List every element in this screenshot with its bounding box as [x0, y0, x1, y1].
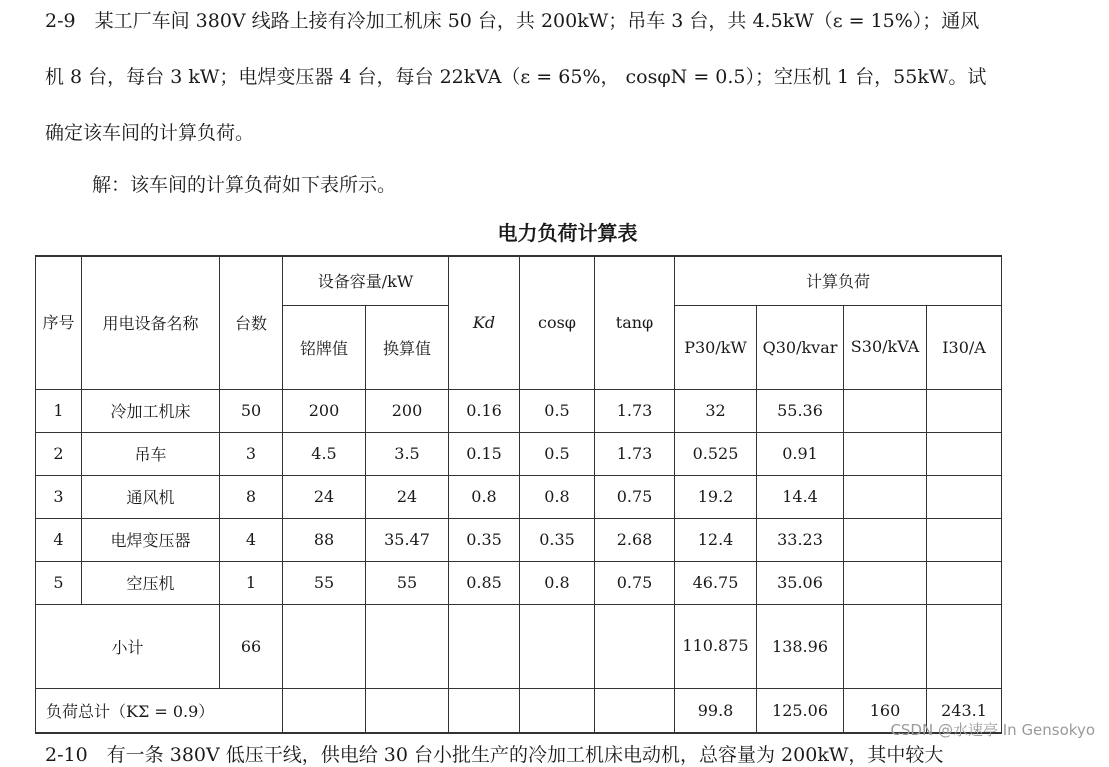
cell-q30: 35.06	[757, 561, 844, 604]
cell-converted: 3.5	[366, 432, 449, 475]
header-s30: S30/kVA	[844, 305, 927, 389]
cell-cos: 0.8	[520, 561, 595, 604]
cell-empty	[520, 688, 595, 733]
cell-converted: 55	[366, 561, 449, 604]
cell-seq: 3	[36, 475, 82, 518]
cell-name: 空压机	[82, 561, 220, 604]
cell-empty	[844, 604, 927, 688]
cell-seq: 2	[36, 432, 82, 475]
cell-seq: 4	[36, 518, 82, 561]
cell-i30	[927, 518, 1002, 561]
header-count: 台数	[220, 256, 283, 389]
cell-p30: 0.525	[675, 432, 757, 475]
cell-name: 吊车	[82, 432, 220, 475]
table-row	[36, 389, 1002, 432]
header-cos: cosφ	[520, 256, 595, 389]
cell-empty	[595, 604, 675, 688]
table-title: 电力负荷计算表	[497, 221, 638, 245]
cell-converted: 35.47	[366, 518, 449, 561]
cell-cos: 0.5	[520, 389, 595, 432]
cell-rated: 200	[283, 389, 366, 432]
cell-name: 通风机	[82, 475, 220, 518]
cell-rated: 4.5	[283, 432, 366, 475]
cell-p30: 19.2	[675, 475, 757, 518]
csdn-watermark: CSDN @水速亭 In Gensokyo	[890, 721, 1095, 739]
cell-count: 8	[220, 475, 283, 518]
load-calculation-table	[35, 255, 1002, 734]
total-label: 负荷总计（KΣ = 0.9）	[36, 688, 283, 733]
cell-s30	[844, 561, 927, 604]
cell-p30: 32	[675, 389, 757, 432]
cell-kd: 0.35	[449, 518, 520, 561]
next-problem-text: 2-10 有一条 380V 低压干线，供电给 30 台小批生产的冷加工机床电动机，总容量为 200kW，其中较大	[45, 744, 944, 766]
total-i30: 243.1	[927, 688, 1002, 733]
problem-line-2: 机 8 台，每台 3 kW；电焊变压器 4 台，每台 22kVA（ε = 65%， cosφN = 0.5）；空压机 1 台，55kW。试	[45, 66, 987, 88]
table-row	[36, 518, 1002, 561]
cell-name: 电焊变压器	[82, 518, 220, 561]
cell-rated: 88	[283, 518, 366, 561]
cell-s30	[844, 518, 927, 561]
cell-tan: 1.73	[595, 432, 675, 475]
cell-empty	[283, 688, 366, 733]
cell-cos: 0.35	[520, 518, 595, 561]
header-tan: tanφ	[595, 256, 675, 389]
table-row	[36, 561, 1002, 604]
total-s30: 160	[844, 688, 927, 733]
cell-seq: 5	[36, 561, 82, 604]
problem-line-3: 确定该车间的计算负荷。	[45, 122, 255, 144]
cell-cos: 0.8	[520, 475, 595, 518]
cell-empty	[283, 604, 366, 688]
cell-q30: 55.36	[757, 389, 844, 432]
table-row	[36, 475, 1002, 518]
header-capacity-group: 设备容量/kW	[283, 256, 449, 305]
cell-name: 冷加工机床	[82, 389, 220, 432]
subtotal-row	[36, 604, 1002, 688]
cell-q30: 0.91	[757, 432, 844, 475]
cell-kd: 0.16	[449, 389, 520, 432]
cell-i30	[927, 475, 1002, 518]
table-row	[36, 432, 1002, 475]
total-p30: 99.8	[675, 688, 757, 733]
header-p30: P30/kW	[675, 305, 757, 389]
cell-empty	[366, 688, 449, 733]
header-calc-group: 计算负荷	[675, 256, 1002, 305]
answer-intro: 解：该车间的计算负荷如下表所示。	[92, 174, 397, 196]
cell-count: 50	[220, 389, 283, 432]
header-q30: Q30/kvar	[757, 305, 844, 389]
cell-rated: 55	[283, 561, 366, 604]
header-rated: 铭牌值	[283, 305, 366, 389]
cell-empty	[449, 688, 520, 733]
cell-p30: 12.4	[675, 518, 757, 561]
cell-s30	[844, 389, 927, 432]
subtotal-p30: 110.875	[675, 604, 757, 688]
cell-converted: 24	[366, 475, 449, 518]
cell-rated: 24	[283, 475, 366, 518]
cell-kd: 0.15	[449, 432, 520, 475]
header-i30: I30/A	[927, 305, 1002, 389]
cell-q30: 14.4	[757, 475, 844, 518]
cell-empty	[520, 604, 595, 688]
cell-kd: 0.85	[449, 561, 520, 604]
subtotal-count: 66	[220, 604, 283, 688]
subtotal-label: 小计	[36, 604, 220, 688]
cell-s30	[844, 432, 927, 475]
cell-kd: 0.8	[449, 475, 520, 518]
cell-empty	[449, 604, 520, 688]
cell-tan: 1.73	[595, 389, 675, 432]
cell-count: 1	[220, 561, 283, 604]
total-q30: 125.06	[757, 688, 844, 733]
cell-q30: 33.23	[757, 518, 844, 561]
cell-empty	[927, 604, 1002, 688]
subtotal-q30: 138.96	[757, 604, 844, 688]
cell-converted: 200	[366, 389, 449, 432]
cell-count: 4	[220, 518, 283, 561]
header-kd: Kd	[449, 256, 520, 389]
header-name: 用电设备名称	[82, 256, 220, 389]
header-seq: 序号	[36, 256, 82, 389]
cell-cos: 0.5	[520, 432, 595, 475]
cell-tan: 0.75	[595, 561, 675, 604]
cell-count: 3	[220, 432, 283, 475]
cell-i30	[927, 561, 1002, 604]
cell-tan: 2.68	[595, 518, 675, 561]
header-converted: 换算值	[366, 305, 449, 389]
cell-tan: 0.75	[595, 475, 675, 518]
cell-p30: 46.75	[675, 561, 757, 604]
total-row	[36, 688, 1002, 733]
cell-empty	[595, 688, 675, 733]
cell-seq: 1	[36, 389, 82, 432]
cell-empty	[366, 604, 449, 688]
cell-i30	[927, 389, 1002, 432]
cell-i30	[927, 432, 1002, 475]
problem-line-1: 2-9 某工厂车间 380V 线路上接有冷加工机床 50 台，共 200kW；吊车 3 台，共 4.5kW（ε = 15%）；通风	[45, 10, 980, 32]
cell-s30	[844, 475, 927, 518]
